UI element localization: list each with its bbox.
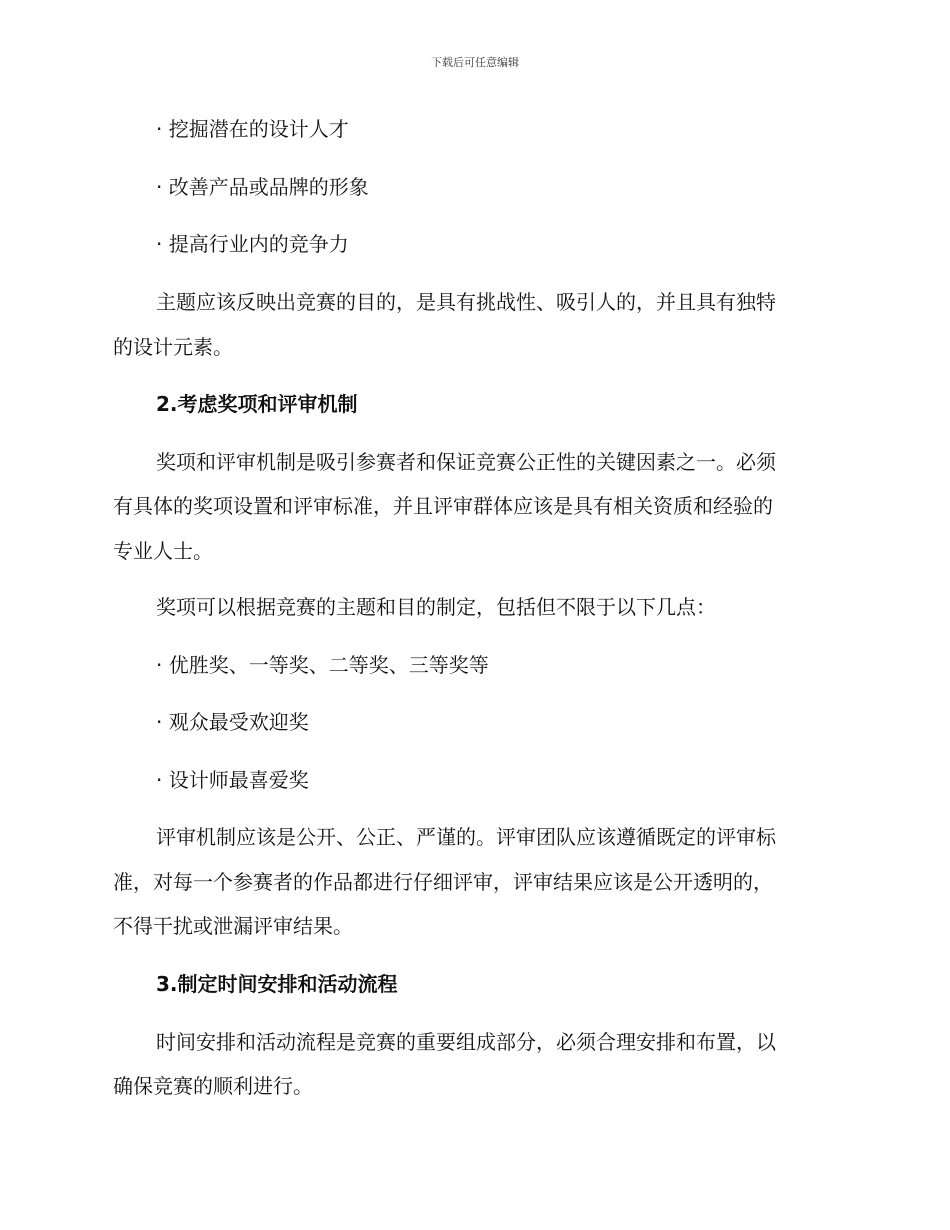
paragraph-line: 不得干扰或泄漏评审结果。 [113,914,353,938]
paragraph-line: 评审机制应该是公开、公正、严谨的。评审团队应该遵循既定的评审标 [156,825,776,849]
paragraph-line: 确保竞赛的顺利进行。 [113,1074,313,1098]
bullet-item: · 挖掘潜在的设计人才 [156,117,349,141]
bullet-item: · 优胜奖、一等奖、二等奖、三等奖等 [156,653,489,677]
bullet-item: · 改善产品或品牌的形象 [156,175,369,199]
bullet-item: · 观众最受欢迎奖 [156,710,309,734]
paragraph-line: 奖项和评审机制是吸引参赛者和保证竞赛公正性的关键因素之一。必须 [156,450,776,474]
paragraph-line: 有具体的奖项设置和评审标准，并且评审群体应该是具有相关资质和经验的 [113,494,773,518]
bullet-item: · 设计师最喜爱奖 [156,768,309,792]
section-heading: 3.制定时间安排和活动流程 [156,972,398,996]
page-header: 下载后可任意编辑 [431,56,519,69]
section-heading: 2.考虑奖项和评审机制 [156,392,358,416]
paragraph-line: 时间安排和活动流程是竞赛的重要组成部分，必须合理安排和布置，以 [156,1030,776,1054]
paragraph-line: 主题应该反映出竞赛的目的，是具有挑战性、吸引人的，并且具有独特 [156,290,776,314]
paragraph-line: 的设计元素。 [113,335,233,359]
paragraph-line: 专业人士。 [113,539,213,563]
paragraph-line: 准，对每一个参赛者的作品都进行仔细评审，评审结果应该是公开透明的， [113,870,773,894]
paragraph-line: 奖项可以根据竞赛的主题和目的制定，包括但不限于以下几点： [156,595,716,619]
bullet-item: · 提高行业内的竞争力 [156,232,349,256]
